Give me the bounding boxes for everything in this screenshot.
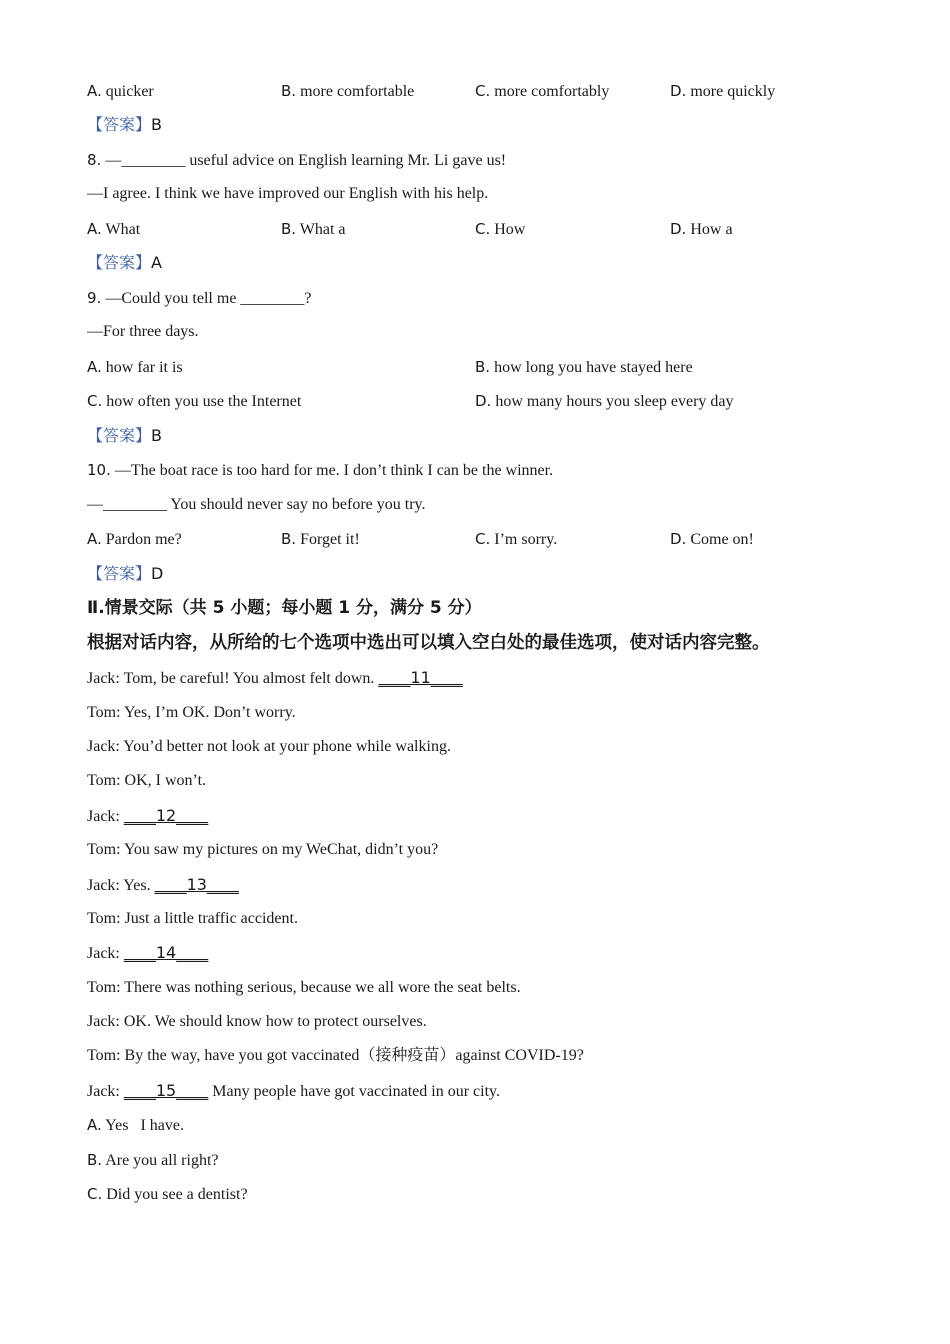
option-text: What <box>105 221 141 238</box>
option-label: D. <box>670 530 687 548</box>
dialogue-line: Jack: OK. We should know how to protect ourselves. <box>87 1013 427 1030</box>
dialogue-line: Tom: There was nothing serious, because we all wore the seat belts. <box>87 979 521 996</box>
q8-answer <box>87 253 162 274</box>
option-text: What a <box>299 221 346 238</box>
option-text: Yes I have. <box>105 1117 184 1134</box>
blank-15: ____15____ <box>123 1081 209 1100</box>
choice-a <box>87 1115 184 1136</box>
q7-option-b <box>281 81 414 102</box>
option-label: D. <box>670 82 687 100</box>
option-text: How a <box>690 221 733 238</box>
option-text: quicker <box>105 83 154 100</box>
blank-12: ____12____ <box>123 806 209 825</box>
dialogue-text: Jack: Tom, be careful! You almost felt down. <box>87 670 379 687</box>
blank-14: ____14____ <box>123 943 209 962</box>
option-label: A. <box>87 530 102 548</box>
option-label: C. <box>87 1185 103 1203</box>
q8-option-c <box>475 219 525 240</box>
answer-tag: 【答案】 <box>87 564 152 583</box>
option-label: A. <box>87 1116 102 1134</box>
option-text: how many hours you sleep every day <box>495 393 734 410</box>
q9-answer <box>87 426 162 447</box>
option-label: B. <box>87 1151 103 1169</box>
option-text: Did you see a dentist? <box>106 1186 248 1203</box>
q10-answer <box>87 564 163 585</box>
option-text: Pardon me? <box>105 531 182 548</box>
q10-response: —________ You should never say no before you try. <box>87 496 426 513</box>
option-label: B. <box>281 530 297 548</box>
blank-11: ____11____ <box>378 668 463 687</box>
q10-stem <box>87 460 553 481</box>
q8-stem <box>87 150 506 171</box>
blank-13: ____13____ <box>154 875 239 894</box>
dialogue-line: Tom: Just a little traffic accident. <box>87 910 298 927</box>
q8-response: —I agree. I think we have improved our English with his help. <box>87 185 489 202</box>
answer-tag: 【答案】 <box>87 253 152 272</box>
option-label: C. <box>475 220 491 238</box>
option-label: D. <box>475 392 492 410</box>
option-text: Come on! <box>690 531 754 548</box>
section-instruction: 根据对话内容，从所给的七个选项中选出可以填入空白处的最佳选项，使对话内容完整。 <box>87 633 770 653</box>
q10-option-a <box>87 529 182 550</box>
option-label: A. <box>87 220 102 238</box>
dialogue-line <box>87 943 208 964</box>
dialogue-text: Jack: <box>87 1083 124 1100</box>
q7-option-d <box>670 81 775 102</box>
dialogue-line <box>87 1081 500 1102</box>
q7-answer <box>87 115 162 136</box>
answer-tag: 【答案】 <box>87 115 152 134</box>
q9-response: —For three days. <box>87 323 199 340</box>
answer-value: B <box>151 115 162 134</box>
dialogue-text: Many people have got vaccinated in our city. <box>208 1083 500 1100</box>
option-text: how long you have stayed here <box>494 359 693 376</box>
answer-tag: 【答案】 <box>87 426 152 445</box>
option-text: How <box>494 221 526 238</box>
option-label: A. <box>87 358 102 376</box>
dialogue-line <box>87 668 463 689</box>
option-label: B. <box>281 82 297 100</box>
answer-value: A <box>151 253 162 272</box>
q8-option-b <box>281 219 346 240</box>
q8-option-a <box>87 219 140 240</box>
q7-option-c <box>475 81 609 102</box>
q9-option-c <box>87 391 301 412</box>
q10-option-b <box>281 529 360 550</box>
q9-option-b <box>475 357 693 378</box>
option-label: C. <box>475 530 491 548</box>
dialogue-line <box>87 875 239 896</box>
option-label: C. <box>87 392 103 410</box>
choice-c <box>87 1184 248 1205</box>
answer-value: B <box>151 426 162 445</box>
section-title: Ⅱ.情景交际（共 5 小题；每小题 1 分，满分 5 分） <box>87 598 482 618</box>
option-text: more comfortable <box>300 83 415 100</box>
q10-option-d <box>670 529 754 550</box>
option-text: Forget it! <box>300 531 360 548</box>
dialogue-text: Jack: <box>87 945 124 962</box>
q7-option-a <box>87 81 154 102</box>
question-text: —Could you tell me ________? <box>101 290 312 307</box>
option-text: Are you all right? <box>105 1152 219 1169</box>
choice-b <box>87 1150 218 1171</box>
dialogue-text: Jack: Yes. <box>87 877 155 894</box>
question-number: 10. <box>87 461 111 479</box>
q8-option-d <box>670 219 733 240</box>
dialogue-line: Tom: By the way, have you got vaccinated（接种疫苗）against COVID-19? <box>87 1047 584 1064</box>
question-number: 8. <box>87 151 102 169</box>
question-text: —The boat race is too hard for me. I don’t think I can be the winner. <box>110 462 554 479</box>
dialogue-line: Tom: You saw my pictures on my WeChat, didn’t you? <box>87 841 439 858</box>
option-text: how often you use the Internet <box>106 393 302 410</box>
dialogue-line: Tom: OK, I won’t. <box>87 772 207 789</box>
option-label: D. <box>670 220 687 238</box>
dialogue-line <box>87 806 208 827</box>
question-text: —________ useful advice on English learning Mr. Li gave us! <box>101 152 507 169</box>
option-text: more quickly <box>690 83 776 100</box>
option-label: B. <box>281 220 297 238</box>
option-text: I’m sorry. <box>494 531 558 548</box>
q10-option-c <box>475 529 557 550</box>
q9-option-a <box>87 357 183 378</box>
option-label: B. <box>475 358 491 376</box>
q9-stem <box>87 288 312 309</box>
option-text: how far it is <box>105 359 183 376</box>
dialogue-line: Tom: Yes, I’m OK. Don’t worry. <box>87 704 296 721</box>
option-label: A. <box>87 82 102 100</box>
option-label: C. <box>475 82 491 100</box>
dialogue-text: Jack: <box>87 808 124 825</box>
option-text: more comfortably <box>494 83 610 100</box>
q9-option-d <box>475 391 734 412</box>
dialogue-line: Jack: You’d better not look at your phone while walking. <box>87 738 451 755</box>
question-number: 9. <box>87 289 102 307</box>
answer-value: D <box>151 564 164 583</box>
